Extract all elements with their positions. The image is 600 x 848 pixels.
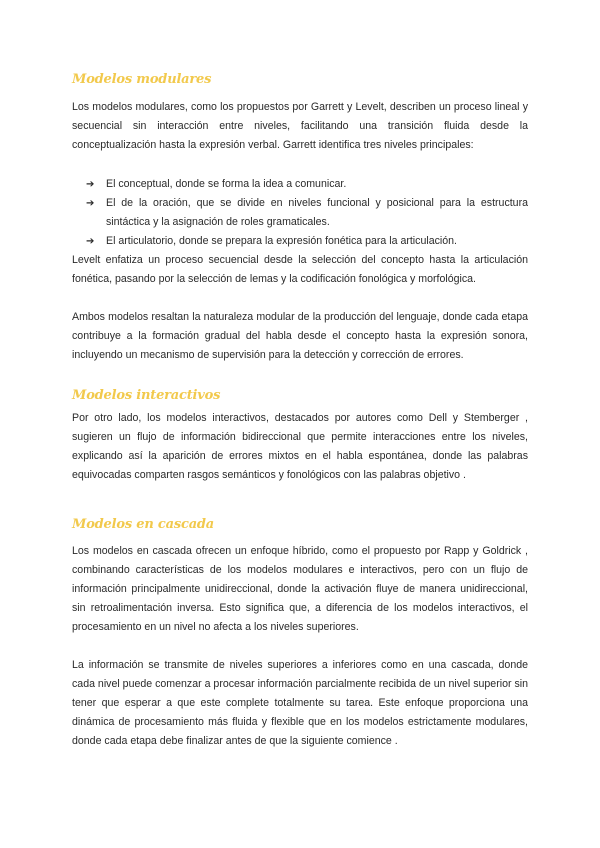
list-item (72, 232, 528, 251)
list-item (72, 194, 528, 232)
paragraph-levelt: Levelt enfatiza un proceso secuencial desde la selección del concepto hasta la articulación fonética, pasando por la selección de lemas y la codificación fonológica y morfológica. (72, 254, 528, 285)
arrow-bullet-icon: ➔ (86, 179, 95, 190)
heading-modelos-modulares: Modelos modulares (72, 72, 212, 87)
heading-modelos-en-cascada: Modelos en cascada (72, 517, 215, 532)
paragraph-cascade-2: La información se transmite de niveles superiores a inferiores como en una cascada, donde cada nivel puede comenzar a procesar información parcialmente recibida de un nivel superior sin tener que esperar a que este complete totalmente su tarea. Este enfoque proporciona una dinámica de procesamiento más fluida y flexible que en los modelos estrictamente modulares, donde cada etapa debe finalizar antes de que la siguiente comience . (72, 659, 528, 747)
list-item (72, 175, 528, 194)
heading-modelos-interactivos: Modelos interactivos (72, 388, 221, 403)
arrow-bullet-icon: ➔ (86, 236, 95, 247)
paragraph-interactive: Por otro lado, los modelos interactivos, destacados por autores como Dell y Stemberger , sugieren un flujo de información bidireccional que permite interacciones entre los niveles, explicando así la aparición de errores mixtos en el habla espontánea, donde las palabras equivocadas comparten rasgos semánticos y fonológicos con las palabras objetivo . (72, 412, 528, 481)
list-item-text: El de la oración, que se divide en niveles funcional y posicional para la estructura sintáctica y la asignación de roles gramaticales. (106, 197, 528, 228)
paragraph-cascade-1: Los modelos en cascada ofrecen un enfoque híbrido, como el propuesto por Rapp y Goldrick , combinando características de los modelos modulares e interactivos, pero con un flujo de información principalmente unidireccional, donde la activación fluye de manera unidireccional, sin retroalimentación inversa. Esto significa que, a diferencia de los modelos interactivos, el procesamiento en un nivel no afecta a los niveles superiores. (72, 545, 528, 633)
garrett-levels-list (72, 175, 528, 251)
paragraph-modular-intro: Los modelos modulares, como los propuestos por Garrett y Levelt, describen un proceso lineal y secuencial sin interacción entre niveles, facilitando una transición fluida desde la conceptualización hasta la expresión verbal. Garrett identifica tres niveles principales: (72, 101, 528, 151)
arrow-bullet-icon: ➔ (86, 198, 95, 209)
list-item-text: El articulatorio, donde se prepara la expresión fonética para la articulación. (106, 235, 457, 247)
list-item-text: El conceptual, donde se forma la idea a comunicar. (106, 178, 347, 190)
paragraph-modular-summary: Ambos modelos resaltan la naturaleza modular de la producción del lenguaje, donde cada etapa contribuye a la formación gradual del habla desde el concepto hasta la expresión sonora, incluyendo un mecanismo de supervisión para la detección y corrección de errores. (72, 311, 528, 361)
